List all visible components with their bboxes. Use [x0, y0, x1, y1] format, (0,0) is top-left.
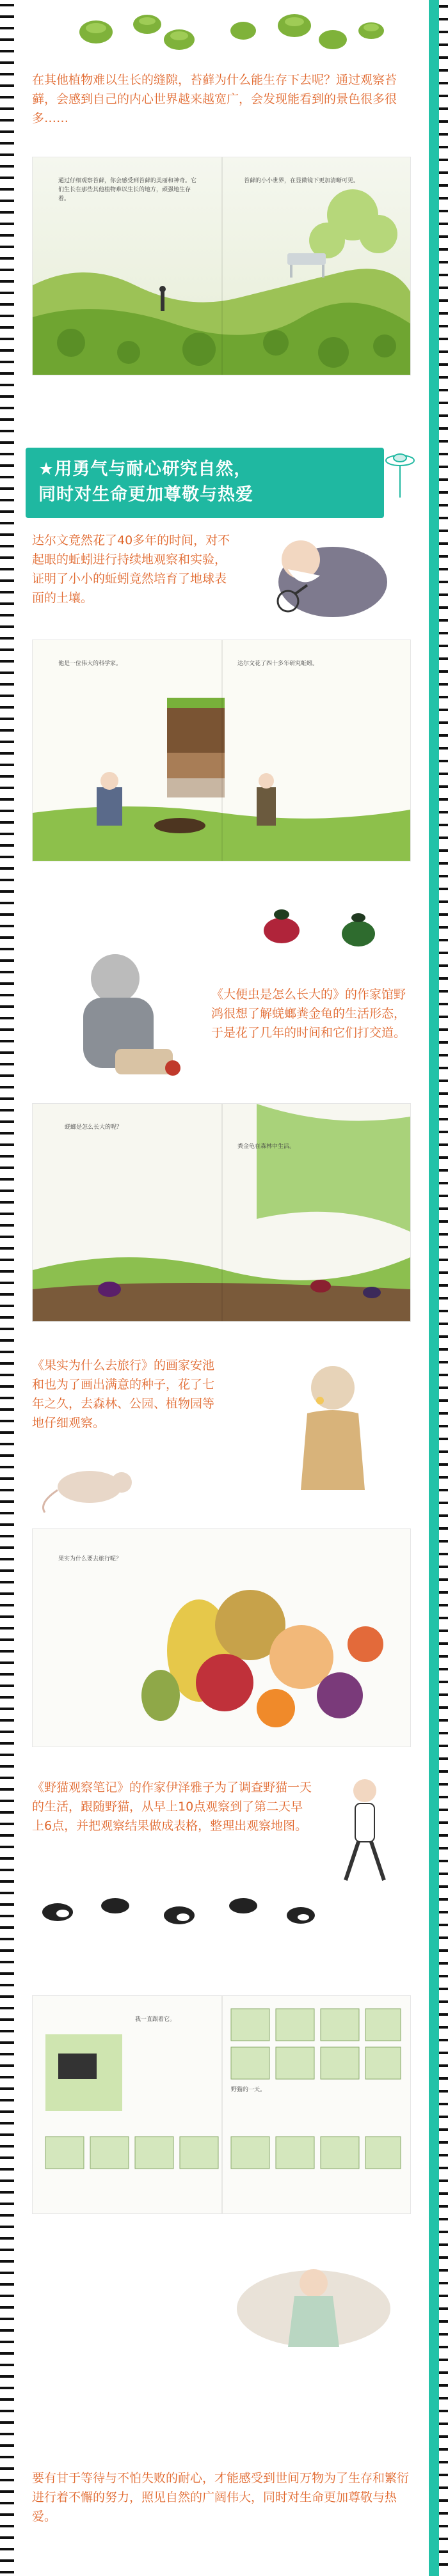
banner-line-2: 同时对生命更加尊敬与热爱: [38, 485, 253, 505]
ufo-doodle-icon: [384, 448, 416, 499]
dung-beetle-paragraph: 《大便虫是怎么长大的》的作家馆野鸿很想了解蜣螂粪金龟的生活形态，于是花了几年的时间和它们打交道。: [211, 987, 406, 1040]
scientist-illustration: [38, 940, 205, 1087]
flying-girl-illustration: [218, 2238, 410, 2379]
darwin-paragraph: 达尔文竟然花了40多年的时间，对不起眼的蚯蚓进行持续地观察和实验，证明了小小的蚯蚓竟然培育了地球表面的土壤。: [32, 533, 230, 605]
darwin-right-text: 达尔文花了四十多年研究蚯蚓。: [237, 661, 319, 667]
intro-paragraph: 在其他植物难以生长的缝隙，苔藓为什么能生存下去呢？通过观察苔藓，会感到自己的内心世界越来越宽广，会发现能看到的景色很多很多……: [32, 73, 397, 125]
cat-book-spread: [32, 1995, 411, 2214]
dung-beetle-book-spread: [32, 1103, 411, 1322]
beetle-left-text: 蜣螂是怎么长大的呢？: [65, 1124, 123, 1131]
beetles-illustration: [243, 895, 410, 966]
cat-left-text: 我一直跟着它。: [135, 2016, 176, 2023]
banner-heading: [38, 457, 253, 508]
spread-gutter: [221, 640, 223, 861]
closing-paragraph: 要有甘于等待与不怕失败的耐心，才能感受到世间万物为了生存和繁衍进行着不懈的努力，照见自然的广阔伟大，同时对生命更加尊敬与热爱。: [32, 2471, 410, 2524]
cats-row-illustration: [32, 1880, 326, 1951]
girl-observing-illustration: [256, 1349, 410, 1516]
spread-gutter: [221, 1104, 223, 1321]
beetle-right-text: 粪金龟在森林中生活。: [237, 1143, 296, 1150]
fruit-spread-text: 果实为什么要去旅行呢？: [58, 1556, 122, 1562]
fruit-paragraph: 《果实为什么去旅行》的画家安池和也为了画出满意的种子，花了七年之久，去森林、公园、植物园等地仔细观察。: [32, 1358, 215, 1430]
banner-line-1: ★用勇气与耐心研究自然，: [38, 459, 252, 479]
moss-book-spread: [32, 157, 411, 375]
section-banner: [26, 448, 384, 518]
darwin-left-text: 他是一位伟大的科学家。: [58, 661, 122, 667]
darwin-book-spread: [32, 640, 411, 861]
running-woman-illustration: [320, 1771, 410, 1887]
moss-right-text: 苔藓的小小世界，在显微镜下更加清晰可见。: [244, 178, 360, 184]
cat-right-text: 野猫的一天。: [231, 2087, 266, 2093]
moss-clumps-illustration: [26, 0, 416, 64]
spread-gutter: [221, 1996, 223, 2213]
right-decorative-strip: [422, 0, 448, 2576]
cat-paragraph: 《野猫观察笔记》的作家伊泽雅子为了调查野猫一天的生活，跟随野猫，从早上10点观察到了第二天早上6点，并把观察结果做成表格，整理出观察地图。: [32, 1780, 312, 1833]
mouse-illustration: [32, 1452, 160, 1516]
moss-left-text: 通过仔细观察苔藓，你会感受到苔藓的美丽和神奇。它们生长在那些其他植物难以生长的地方，顽强地生存着。: [58, 178, 197, 202]
darwin-with-magnifier-illustration: [262, 531, 410, 627]
spread-gutter: [221, 157, 223, 375]
page-content: [26, 0, 416, 2576]
left-decorative-strip: [0, 0, 14, 2576]
fruit-book-spread: [32, 1528, 411, 1747]
